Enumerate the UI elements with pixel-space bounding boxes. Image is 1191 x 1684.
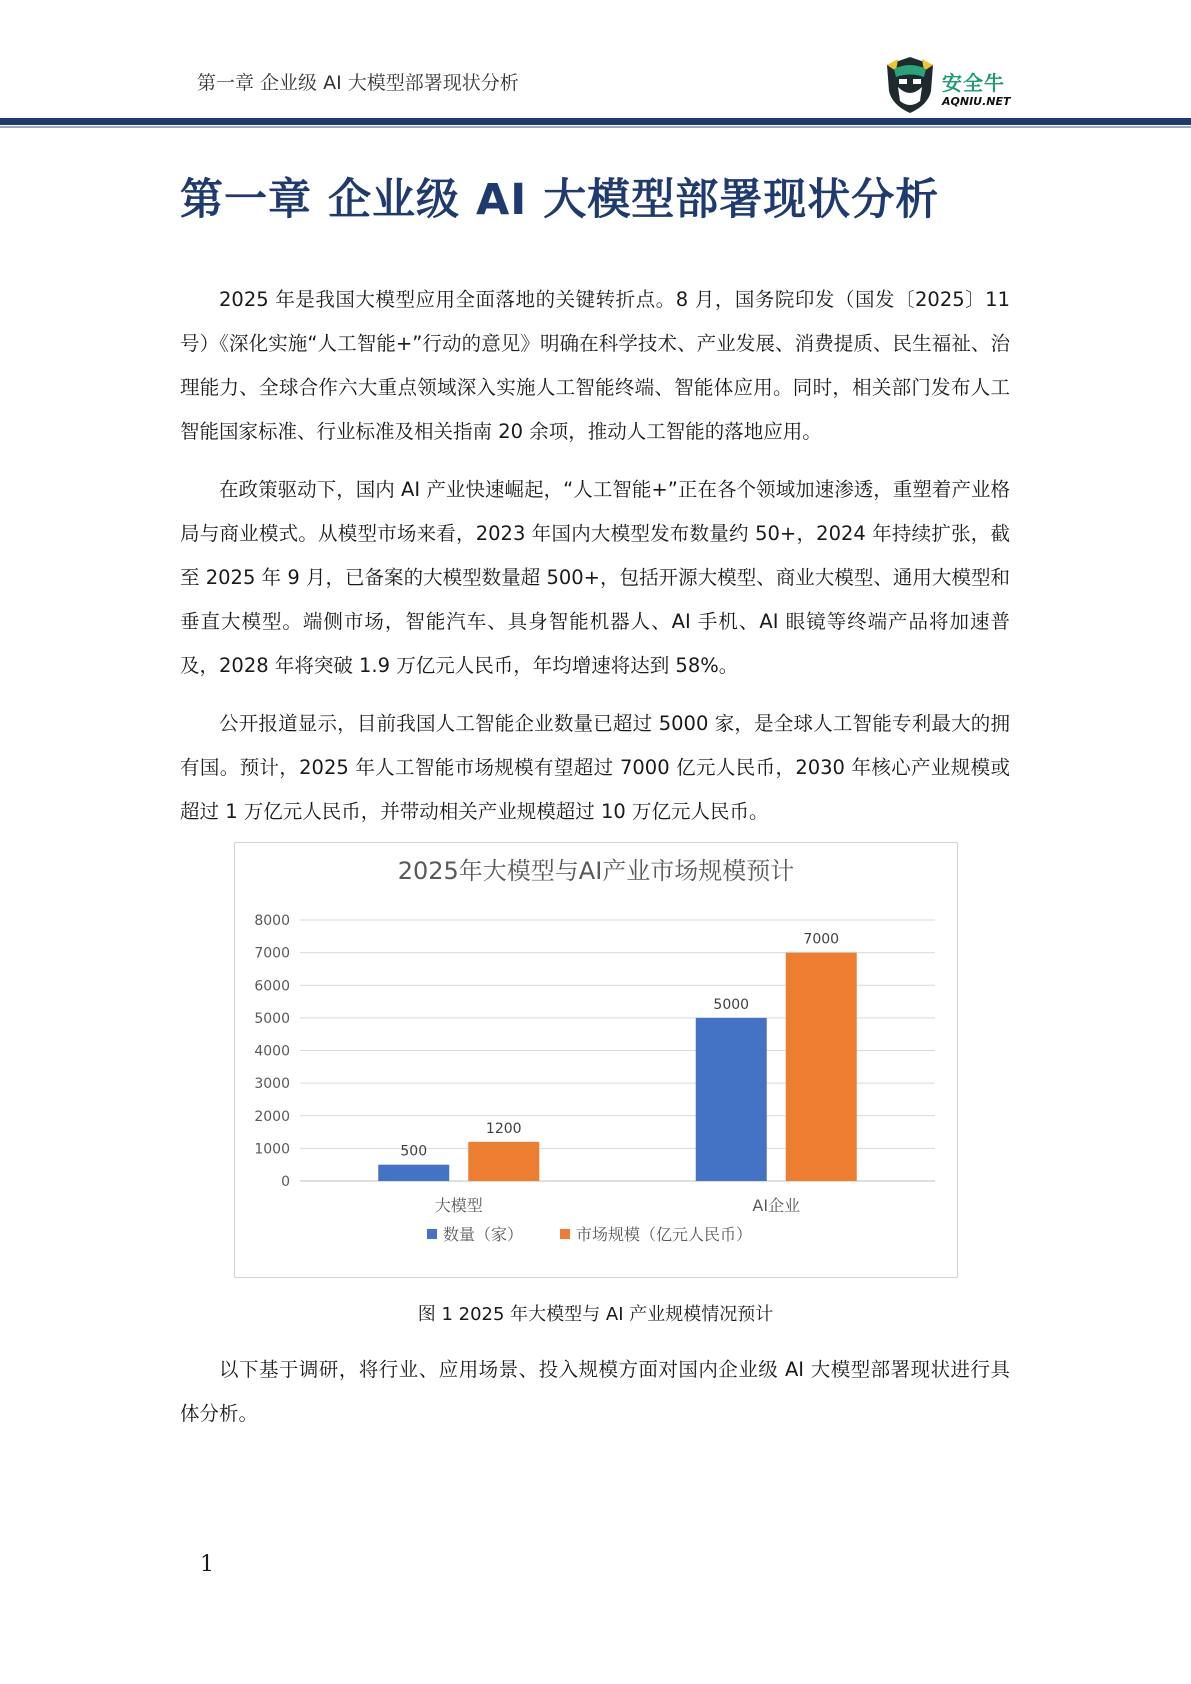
legend-swatch	[560, 1229, 570, 1239]
bar	[786, 953, 857, 1181]
data-label: 1200	[485, 1120, 522, 1137]
y-tick-label: 1000	[254, 1141, 290, 1158]
chart-container	[234, 842, 958, 1278]
header-title: 第一章 企业级 AI 大模型部署现状分析	[197, 72, 519, 94]
figure-caption: 图 1 2025 年大模型与 AI 产业规模情况预计	[417, 1304, 774, 1325]
logo-text: 安全牛	[942, 71, 1005, 95]
bar	[468, 1142, 539, 1181]
x-category-label: 大模型	[434, 1196, 483, 1215]
y-tick-label: 7000	[254, 945, 290, 962]
data-label: 7000	[803, 931, 840, 948]
header-rule	[0, 118, 1191, 125]
logo	[884, 55, 1014, 117]
chart-title: 2025年大模型与AI产业市场规模预计	[397, 857, 795, 885]
bar	[378, 1165, 449, 1181]
header-rule-thin	[0, 126, 1191, 128]
y-tick-label: 8000	[254, 913, 290, 929]
chapter-title: 第一章 企业级 AI 大模型部署现状分析	[180, 175, 940, 225]
bar	[696, 1018, 767, 1181]
data-label: 5000	[713, 996, 750, 1013]
y-tick-label: 2000	[254, 1108, 290, 1125]
paragraph-2: 在政策驱动下，国内 AI 产业快速崛起，“人工智能+”正在各个领域加速渗透，重塑着产业格局与商业模式。从模型市场来看，2023 年国内大模型发布数量约 50+，2024 年持续扩张，截至 2025 年 9 月，已备案的大模型数量超 500+，包括开源大模型、商业大模型、通用大模型和垂直大模型。端侧市场，智能汽车、具身智能机器人、AI 手机、AI 眼镜等终端产品将加速普及，2028 年将突破 1.9 万亿元人民币，年均增速将达到 58%。	[180, 478, 1010, 677]
y-tick-label: 6000	[254, 978, 290, 995]
paragraph-1: 2025 年是我国大模型应用全面落地的关键转折点。8 月，国务院印发（国发〔2025〕11 号）《深化实施“人工智能+”行动的意见》明确在科学技术、产业发展、消费提质、民生福祉、治理能力、全球合作六大重点领域深入实施人工智能终端、智能体应用。同时，相关部门发布人工智能国家标准、行业标准及相关指南 20 余项，推动人工智能的落地应用。	[180, 288, 1010, 443]
paragraph-4: 以下基于调研，将行业、应用场景、投入规模方面对国内企业级 AI 大模型部署现状进行具体分析。	[180, 1358, 1010, 1425]
y-tick-label: 4000	[254, 1043, 290, 1060]
legend-swatch	[427, 1229, 437, 1239]
data-label: 500	[400, 1143, 428, 1160]
y-tick-label: 3000	[254, 1076, 290, 1093]
logo-subtext: AQNIU.NET	[942, 95, 1011, 108]
legend-label: 市场规模（亿元人民币）	[576, 1225, 753, 1244]
bar-chart	[235, 843, 957, 1277]
legend-label: 数量（家）	[443, 1225, 524, 1244]
paragraph-3: 公开报道显示，目前我国人工智能企业数量已超过 5000 家，是全球人工智能专利最大的拥有国。预计，2025 年人工智能市场规模有望超过 7000 亿元人民币，2030 年核心产业规模或超过 1 万亿元人民币，并带动相关产业规模超过 10 万亿元人民币。	[180, 712, 1010, 823]
page-number: 1	[200, 1552, 214, 1577]
y-tick-label: 0	[281, 1174, 290, 1190]
y-tick-label: 5000	[254, 1010, 290, 1027]
x-category-label: AI企业	[752, 1196, 801, 1215]
bull-shield-icon	[884, 55, 936, 115]
